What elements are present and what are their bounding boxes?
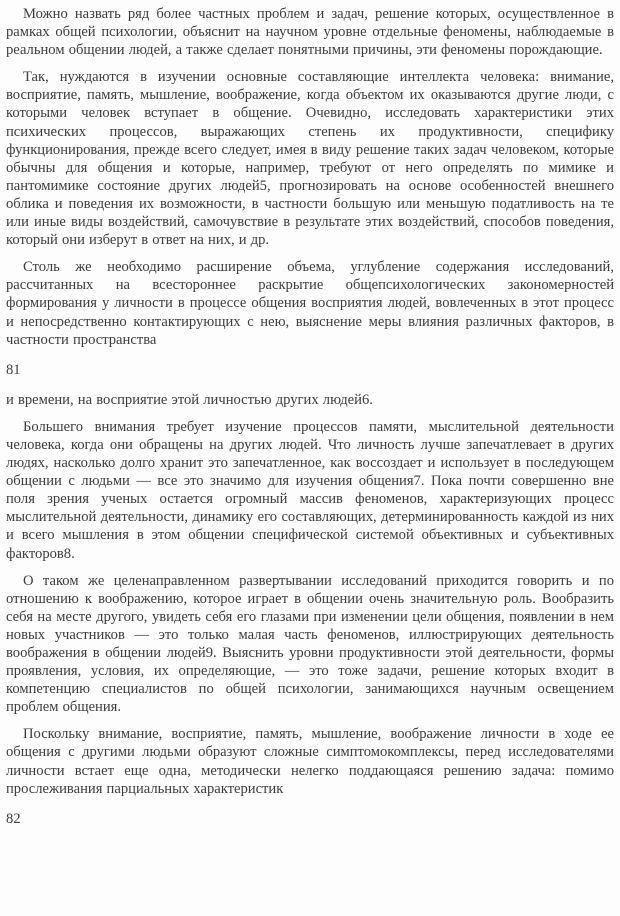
paragraph: Поскольку внимание, восприятие, память, мышление, воображение личности в ходе ее общения с другими людьми образуют сложные симптомокомплексы, перед исследователями личности встает еще одна, методически нелегко поддающаяся решению задача: помимо прослеживания парциальных характеристик — [6, 726, 614, 797]
paragraph: О таком же целенаправленном развертывании исследований приходится говорить и по отношению к воображению, которое играет в общении очень значительную роль. Вообразить себя на месте другого, увидеть себя его глазами при изменении цели общения, появлении в нем новых участников — это только малая часть феноменов, иллюстрирующих деятельность воображения в общении людей9. Выяснить уровни продуктивности этой деятельности, формы проявления, условия, их определяющие, — это тоже задачи, решение которых входит в компетенцию специалистов по общей психологии, занимающихся научным освещением проблем общения. — [6, 572, 614, 716]
paragraph: Большего внимания требует изучение процессов памяти, мыслительной деятельности человека, когда они обращены на других людей. Что личность лучше запечатлевает в других людях, насколько долго хранит это запечатленное, как воссоздает и использует в последующем общении с людьми — все это значимо для изучения общения7. Пока почти совершенно вне поля зрения ученых остается огромный массив феноменов, характеризующих процесс мыслительной деятельности, динамику его составляющих, детерминированность каждой из них и всего мышления в этом общении специфической системой объективных и субъективных факторов8. — [6, 418, 614, 562]
paragraph: Столь же необходимо расширение объема, углубление содержания исследований, рассчитанных на всестороннее раскрытие общепсихологических закономерностей формирования у личности в процессе общения восприятия людей, вовлеченных в этот процесс и непосредственно контактирующих с нею, выяснение меры влияния различных факторов, в частности пространства — [6, 259, 614, 348]
paragraph-continuation: и времени, на восприятие этой личностью других людей6. — [6, 391, 373, 408]
page-number: 82 — [6, 810, 21, 827]
paragraph: Так, нуждаются в изучении основные составляющие интеллекта человека: внимание, восприятие, память, мышление, воображение, когда объектом их оказываются другие люди, с которыми человек вступает в общение. Очевидно, исследовать характеристики этих психических процессов, выражающих степень их продуктивности, специфику функционирования, прежде всего следует, имея в виду решение таких задач человеком, которые обычны для общения и которые, например, требуют от него определять по мимике и пантомимике состояние других людей5, прогнозировать на основе особенностей внешнего облика и поведения их возможности, в частности большую или меньшую податливость на те или иные виды воздействий, самочувствие в результате этих воздействий, способов поведения, который они изберут в ответ на них, и др. — [6, 69, 614, 249]
page-number: 81 — [6, 361, 21, 378]
paragraph: Можно назвать ряд более частных проблем и задач, решение которых, осуществленное в рамках общей психологии, объяснит на научном уровне отдельные феномены, наблюдаемые в реальном общении людей, а также сделает понятными причины, эти феномены порождающие. — [6, 6, 614, 59]
